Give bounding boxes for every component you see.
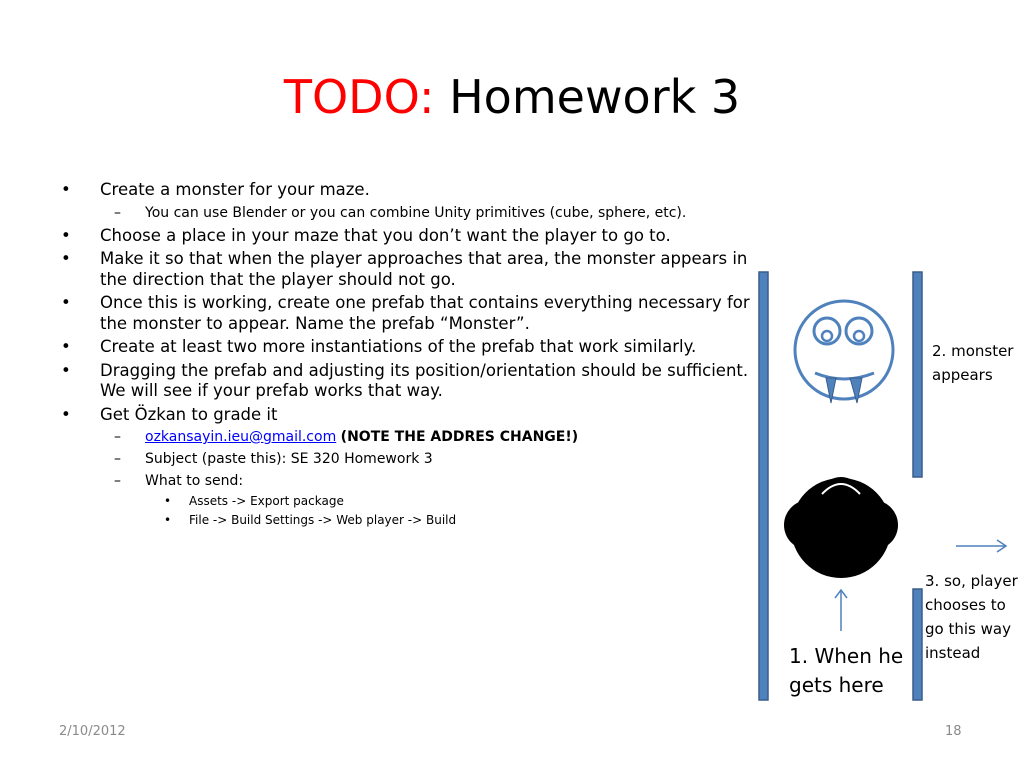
bullet-marker: •: [164, 494, 172, 508]
bullet-text: What to send:: [145, 473, 244, 489]
bullet-text: Subject (paste this): SE 320 Homework 3: [145, 451, 433, 467]
bullet-text: Get Özkan to grade it: [100, 404, 278, 424]
bullet-marker: •: [61, 180, 71, 199]
monster-face-icon: [795, 301, 893, 403]
bullet-marker: –: [114, 473, 121, 489]
title-prefix: TODO:: [283, 70, 435, 124]
footer-date: 2/10/2012: [59, 724, 126, 739]
bullet-marker: •: [61, 337, 71, 356]
slide-number: 18: [945, 724, 962, 739]
bullet-marker: –: [114, 451, 121, 467]
bullet-text: You can use Blender or you can combine Unity primitives (cube, sphere, etc).: [145, 204, 687, 221]
bullet-text: Dragging the prefab and adjusting its position/orientation should be sufficient. We will see if your prefab works that way.: [100, 360, 749, 400]
bullet-text: File -> Build Settings -> Web player -> Build: [189, 513, 457, 527]
caption-player-chooses: 3. so, player chooses to go this way instead: [925, 572, 1018, 662]
bullet-marker: •: [61, 293, 71, 312]
bullet-text: Make it so that when the player approaches that area, the monster appears in the direction that the player should not go.: [100, 249, 748, 289]
bullet-text: Assets -> Export package: [189, 494, 344, 508]
arrow-right-icon: [956, 540, 1006, 552]
bullet-text: Once this is working, create one prefab that contains everything necessary for the monster to appear. Name the prefab “Monster”.: [100, 293, 750, 333]
bullet-marker: •: [164, 513, 172, 527]
bullet-marker: –: [114, 204, 121, 221]
arrow-up-icon: [835, 590, 847, 631]
title-main: Homework 3: [449, 70, 741, 124]
caption-when-he-gets-here: 1. When he gets here: [789, 644, 904, 697]
bullet-marker: •: [61, 404, 71, 424]
address-change-note: (NOTE THE ADDRES CHANGE!): [340, 429, 579, 445]
maze-wall-right-top: [913, 272, 922, 477]
maze-wall-right-bottom: [913, 589, 922, 700]
bullet-text: Create at least two more instantiations of the prefab that work similarly.: [100, 337, 697, 356]
bullet-text: Choose a place in your maze that you don’t want the player to go to.: [100, 225, 671, 245]
email-link[interactable]: ozkansayin.ieu@gmail.com: [145, 429, 337, 445]
caption-monster-appears: 2. monster appears: [932, 342, 1014, 384]
bullet-marker: •: [61, 249, 71, 268]
player-silhouette-icon: [784, 478, 898, 578]
bullet-text: Create a monster for your maze.: [100, 180, 370, 199]
maze-wall-left: [759, 272, 768, 700]
bullet-marker: –: [114, 429, 121, 445]
bullet-marker: •: [61, 225, 71, 245]
bullet-marker: •: [61, 360, 71, 380]
